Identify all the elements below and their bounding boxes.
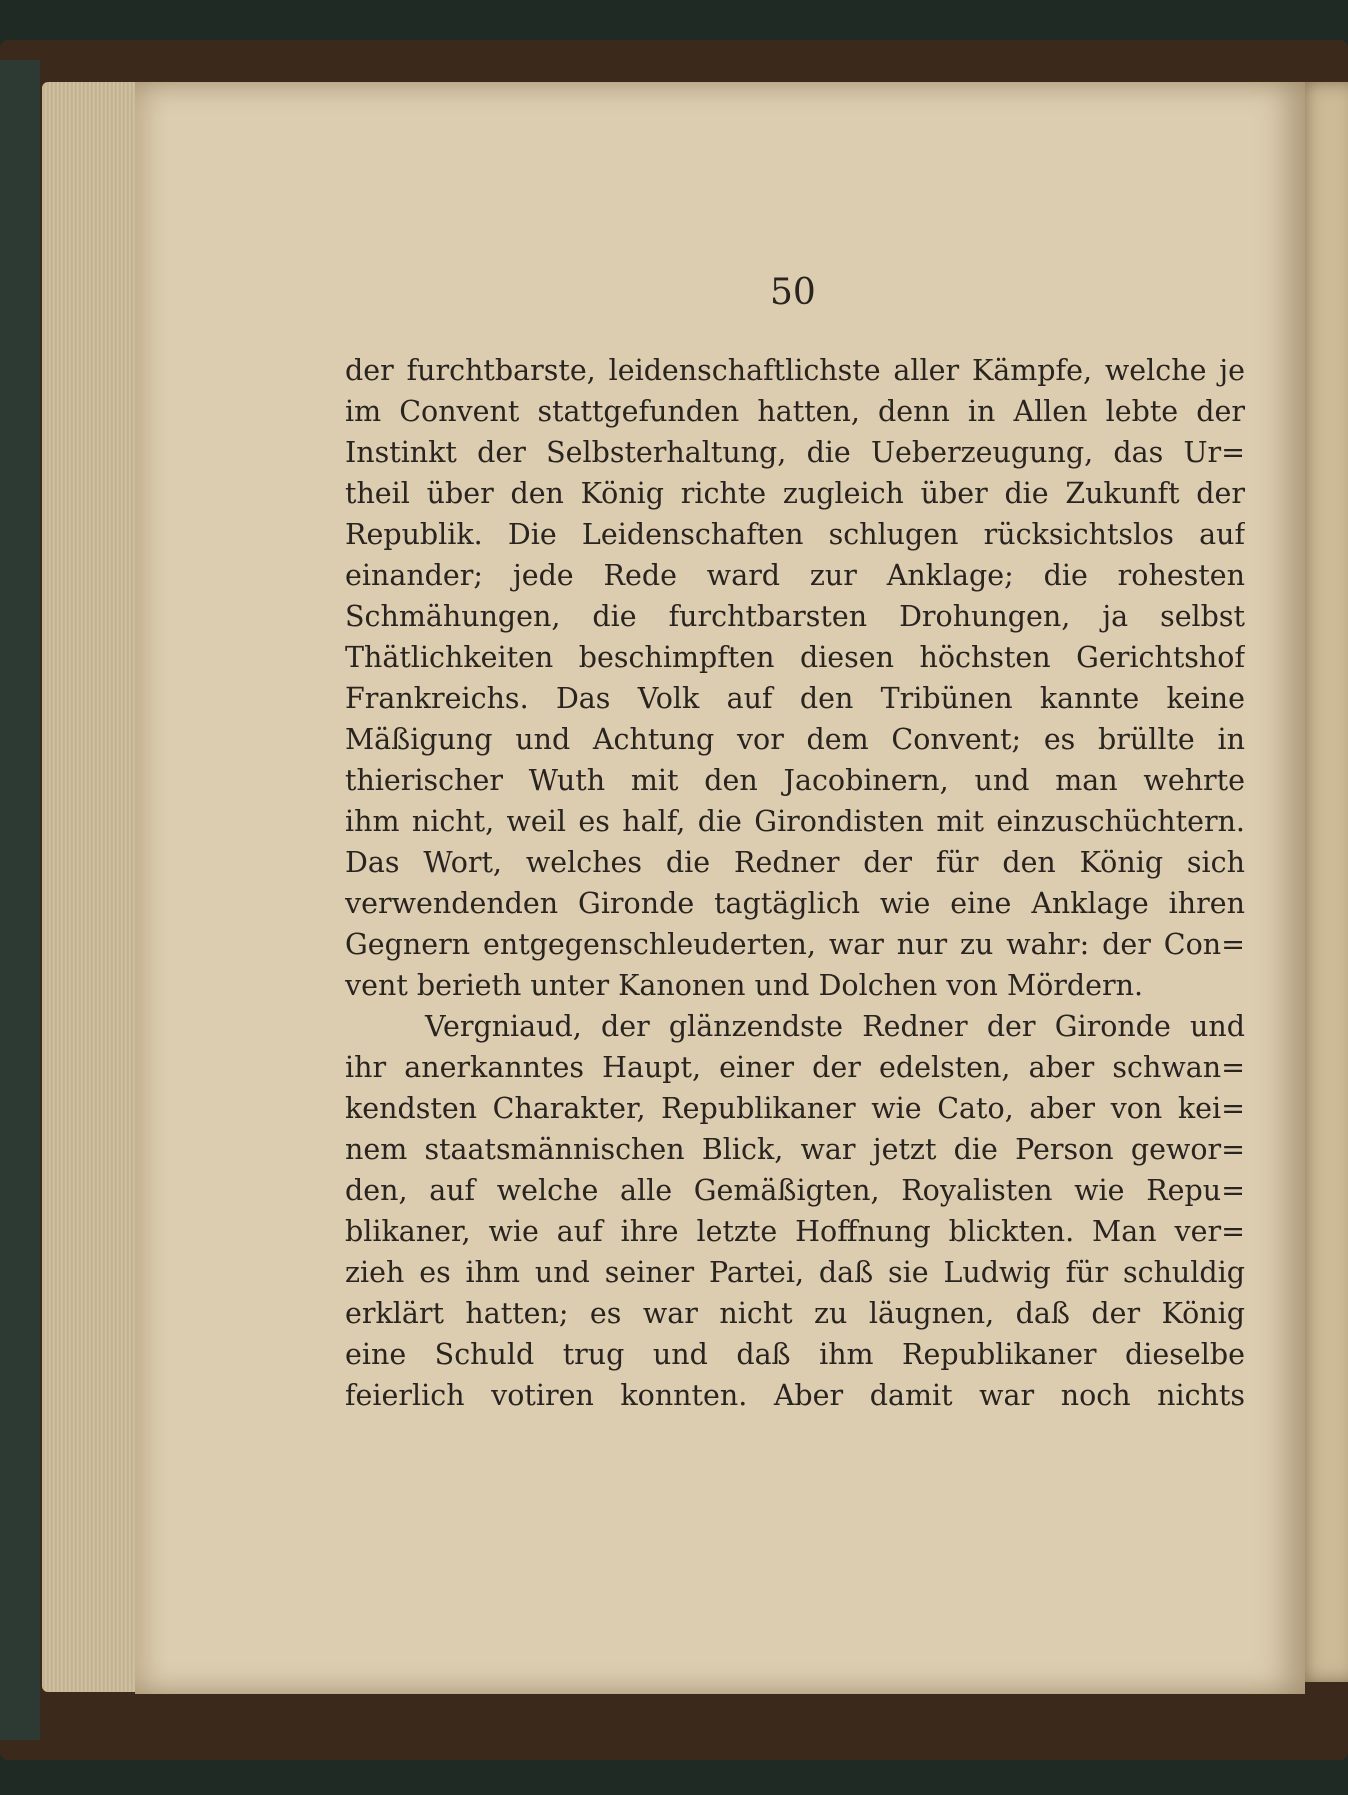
text-line: Schmähungen, die furchtbarsten Drohungen, ja selbst [345,600,1245,633]
text-line: im Convent stattgefunden hatten, denn in Allen lebte der [345,395,1245,428]
page-number: 50 [770,272,816,313]
text-line: Thätlichkeiten beschimpften diesen höchsten Gerichtshof [345,641,1245,674]
text-line: Gegnern entgegenschleuderten, war nur zu wahr: der Con= [345,928,1245,961]
text-line: kendsten Charakter, Republikaner wie Cato, aber von kei= [345,1092,1245,1125]
text-line: den, auf welche alle Gemäßigten, Royalisten wie Repu= [345,1174,1245,1207]
cover-spine-strip [0,60,40,1740]
text-line: ihr anerkanntes Haupt, einer der edelsten, aber schwan= [345,1051,1245,1084]
text-line: blikaner, wie auf ihre letzte Hoffnung blickten. Man ver= [345,1215,1245,1248]
text-line: vent berieth unter Kanonen und Dolchen von Mördern. [345,969,1144,1002]
text-line: Das Wort, welches die Redner der für den König sich [345,846,1245,879]
text-line: ihm nicht, weil es half, die Girondisten mit einzuschüchtern. [345,805,1245,838]
text-line: Vergniaud, der glänzendste Redner der Gironde und [425,1010,1245,1043]
text-line: zieh es ihm und seiner Partei, daß sie Ludwig für schuldig [345,1256,1245,1289]
text-line: erklärt hatten; es war nicht zu läugnen, daß der König [345,1297,1245,1330]
text-line: verwendenden Gironde tagtäglich wie eine Anklage ihren [345,887,1245,920]
text-line: Republik. Die Leidenschaften schlugen rücksichtslos auf [345,518,1245,551]
text-line: einander; jede Rede ward zur Anklage; die rohesten [345,559,1245,592]
text-line: theil über den König richte zugleich über die Zukunft der [345,477,1245,510]
text-line: Mäßigung und Achtung vor dem Convent; es brüllte in [345,723,1245,756]
text-line: feierlich votiren konnten. Aber damit war noch nichts [345,1379,1245,1412]
text-line: nem staatsmännischen Blick, war jetzt die Person gewor= [345,1133,1245,1166]
body-text [345,350,1245,1416]
text-line: der furchtbarste, leidenschaftlichste aller Kämpfe, welche je [345,354,1245,387]
text-line: eine Schuld trug und daß ihm Republikaner dieselbe [345,1338,1245,1371]
text-line: Instinkt der Selbsterhaltung, die Ueberzeugung, das Ur= [345,436,1245,469]
text-line: Frankreichs. Das Volk auf den Tribünen kannte keine [345,682,1245,715]
text-line: thierischer Wuth mit den Jacobinern, und man wehrte [345,764,1245,797]
